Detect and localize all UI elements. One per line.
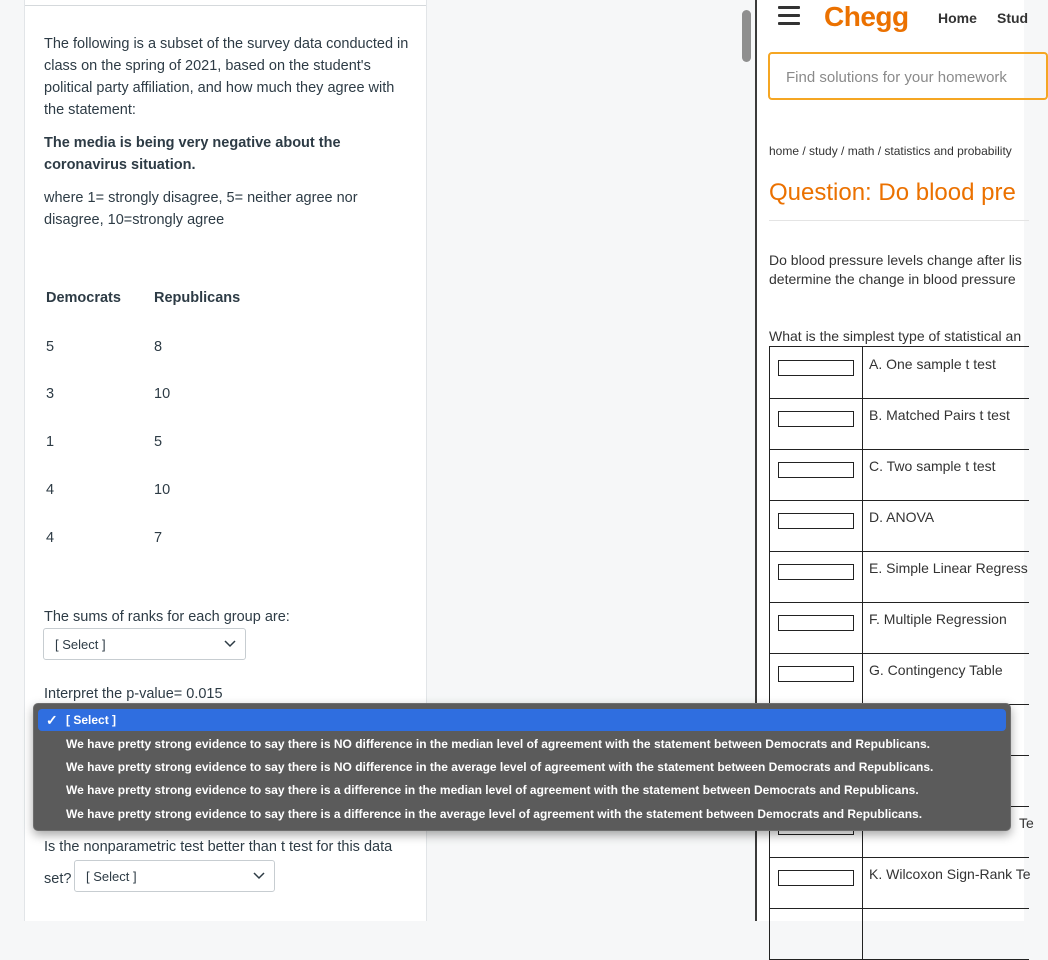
table-cell: 5 (46, 339, 55, 355)
question-text-line: Do blood pressure levels change after lis (769, 252, 1022, 268)
answer-label: G. Contingency Table (869, 662, 1003, 678)
answer-input[interactable] (778, 870, 854, 886)
scrollbar-thumb[interactable] (742, 10, 751, 62)
table-cell: 3 (46, 386, 55, 402)
nonparametric-select[interactable] (74, 860, 275, 892)
nonparametric-select-label: [ Select ] (86, 869, 137, 884)
table-cell: 8 (154, 339, 163, 355)
table-row (769, 857, 1029, 909)
table-cell: 10 (154, 482, 171, 498)
table-cell: 10 (154, 386, 171, 402)
answer-label: E. Simple Linear Regress (869, 560, 1028, 576)
search-placeholder: Find solutions for your homework (786, 69, 1007, 86)
title-divider (769, 220, 1029, 221)
table-row (769, 602, 1029, 654)
table-cell: 7 (154, 530, 163, 546)
column-header-democrats: Democrats (46, 290, 121, 306)
search-input[interactable] (768, 52, 1048, 100)
sums-select[interactable] (43, 628, 246, 660)
sums-prompt: The sums of ranks for each group are: (44, 609, 290, 625)
table-row (769, 500, 1029, 552)
answer-label: C. Two sample t test (869, 458, 996, 474)
answer-input[interactable] (778, 360, 854, 376)
answer-input[interactable] (778, 666, 854, 682)
answer-input[interactable] (778, 513, 854, 529)
answer-label: K. Wilcoxon Sign-Rank Te (869, 866, 1031, 882)
question-prompt: What is the simplest type of statistical an (769, 328, 1022, 344)
scale-note: where 1= strongly disagree, 5= neither agree nor disagree, 10=strongly agree (44, 190, 358, 228)
nonparametric-prompt-cont: set? (44, 871, 72, 887)
question-intro: The following is a subset of the survey data conducted in class on the spring of 2021, based on the student's political party affiliation, and how much they agree with the statement: (44, 36, 409, 118)
answer-table (769, 346, 1034, 882)
answer-input[interactable] (778, 564, 854, 580)
chegg-logo[interactable]: Chegg (824, 1, 909, 32)
chevron-down-icon (252, 868, 266, 882)
answer-label: A. One sample t test (869, 356, 996, 372)
table-row (769, 398, 1029, 450)
table-cell: 1 (46, 434, 55, 450)
answer-input[interactable] (778, 411, 854, 427)
table-cell: 5 (154, 434, 163, 450)
dropdown-option[interactable]: We have pretty strong evidence to say there is a difference in the median level of agreement with the statement between Democrats and Republicans. (66, 783, 919, 797)
page-title: Question: Do blood pre (769, 179, 1016, 206)
table-cell: 4 (46, 530, 55, 546)
hamburger-menu-icon[interactable] (778, 6, 800, 26)
dropdown-option[interactable]: We have pretty strong evidence to say there is NO difference in the average level of agreement with the statement between Democrats and Republicans. (66, 760, 934, 774)
answer-input[interactable] (778, 615, 854, 631)
table-cell: 4 (46, 482, 55, 498)
answer-label: B. Matched Pairs t test (869, 407, 1010, 423)
sums-select-label: [ Select ] (55, 637, 106, 652)
chevron-down-icon (223, 636, 237, 650)
column-header-republicans: Republicans (154, 290, 241, 306)
card-divider (25, 5, 426, 6)
table-row (769, 653, 1029, 705)
dropdown-option[interactable]: We have pretty strong evidence to say there is NO difference in the median level of agreement with the statement between Democrats and Republicans. (66, 737, 931, 751)
table-row (769, 908, 1029, 960)
answer-label: D. ANOVA (869, 509, 935, 525)
pvalue-prompt: Interpret the p-value= 0.015 (44, 686, 223, 702)
table-row (769, 449, 1029, 501)
pvalue-dropdown-menu[interactable] (33, 703, 1011, 831)
answer-label: Te (1019, 815, 1034, 831)
table-row (769, 551, 1029, 603)
dropdown-option[interactable]: We have pretty strong evidence to say there is a difference in the average level of agreement with the statement between Democrats and Republicans. (66, 807, 923, 821)
nav-study[interactable]: Stud (997, 10, 1029, 26)
question-text-line: determine the change in blood pressure (769, 271, 1016, 287)
checkmark-icon: ✓ (46, 712, 58, 728)
nonparametric-prompt: Is the nonparametric test better than t test for this data (44, 839, 393, 855)
answer-label: F. Multiple Regression (869, 611, 1007, 627)
table-row (769, 347, 1029, 399)
dropdown-option-selected[interactable]: ✓ [ Select ] (38, 709, 1006, 731)
breadcrumb[interactable]: home / study / math / statistics and probability (769, 144, 1012, 158)
answer-input[interactable] (778, 462, 854, 478)
nav-home[interactable]: Home (938, 10, 977, 26)
question-statement: The media is being very negative about the coronavirus situation. (44, 135, 341, 173)
